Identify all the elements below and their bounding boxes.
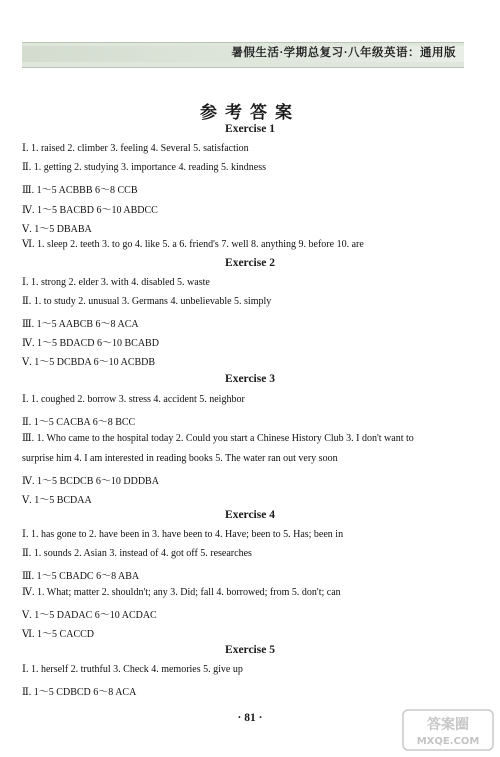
answer-line: Ⅴ. 1～5 DBABA	[22, 224, 92, 235]
answer-line: Ⅲ. 1～5 AABCB 6～8 ACA	[22, 319, 139, 330]
answer-line: Ⅰ. 1. herself 2. truthful 3. Check 4. memories 5. give up	[22, 664, 243, 675]
svg-text:MXQE.COM: MXQE.COM	[416, 736, 480, 747]
answer-line: Ⅲ. 1～5 CBADC 6～8 ABA	[22, 571, 140, 582]
svg-text:答案圈: 答案圈	[427, 717, 469, 733]
answer-line: Ⅵ. 1～5 CACCD	[22, 629, 95, 640]
exercise-title: Exercise 1	[225, 123, 275, 135]
watermark-logo	[402, 709, 494, 751]
answer-line: Ⅱ. 1. to study 2. unusual 3. Germans 4. unbelievable 5. simply	[22, 296, 272, 307]
answer-line: Ⅲ. 1～5 ACBBB 6～8 CCB	[22, 185, 138, 196]
answer-line: Ⅰ. 1. raised 2. climber 3. feeling 4. Several 5. satisfaction	[22, 143, 249, 154]
answer-line: Ⅱ. 1～5 CACBA 6～8 BCC	[22, 417, 136, 428]
answer-line: Ⅴ. 1～5 DADAC 6～10 ACDAC	[22, 610, 157, 621]
page-number: · 81 ·	[237, 712, 263, 724]
answer-line: Ⅴ. 1～5 DCBDA 6～10 ACBDB	[22, 357, 156, 368]
answer-line: Ⅰ. 1. coughed 2. borrow 3. stress 4. accident 5. neighbor	[22, 394, 245, 405]
answer-line: Ⅳ. 1. What; matter 2. shouldn't; any 3. Did; fall 4. borrowed; from 5. don't; can	[22, 587, 341, 598]
answer-line: Ⅱ. 1. sounds 2. Asian 3. instead of 4. got off 5. researches	[22, 548, 252, 559]
answer-line: Ⅰ. 1. strong 2. elder 3. with 4. disabled 5. waste	[22, 277, 210, 288]
page-header: 暑假生活·学期总复习·八年级英语：通用版	[231, 47, 456, 59]
exercise-title: Exercise 2	[225, 257, 275, 269]
answer-line: Ⅳ. 1～5 BACBD 6～10 ABDCC	[22, 205, 158, 216]
answer-line: Ⅱ. 1. getting 2. studying 3. importance 4. reading 5. kindness	[22, 162, 266, 173]
answer-line: Ⅳ. 1～5 BDACD 6～10 BCABD	[22, 338, 159, 349]
exercise-title: Exercise 4	[225, 509, 275, 521]
exercise-title: Exercise 3	[225, 373, 275, 385]
page-title: 参考答案	[200, 103, 300, 122]
answer-line: Ⅰ. 1. has gone to 2. have been in 3. have been to 4. Have; been to 5. Has; been in	[22, 529, 344, 540]
answer-line: Ⅴ. 1～5 BCDAA	[22, 495, 92, 506]
answer-line: Ⅳ. 1～5 BCDCB 6～10 DDDBA	[22, 476, 159, 487]
answer-line: Ⅱ. 1～5 CDBCD 6～8 ACA	[22, 687, 137, 698]
answer-line: surprise him 4. I am interested in reading books 5. The water ran out very soon	[22, 453, 338, 464]
exercise-title: Exercise 5	[225, 644, 275, 656]
answer-line: Ⅲ. 1. Who came to the hospital today 2. Could you start a Chinese History Club 3. I don't want to	[22, 433, 414, 444]
answer-line: Ⅵ. 1. sleep 2. teeth 3. to go 4. like 5. a 6. friend's 7. well 8. anything 9. before 10. are	[22, 239, 364, 250]
